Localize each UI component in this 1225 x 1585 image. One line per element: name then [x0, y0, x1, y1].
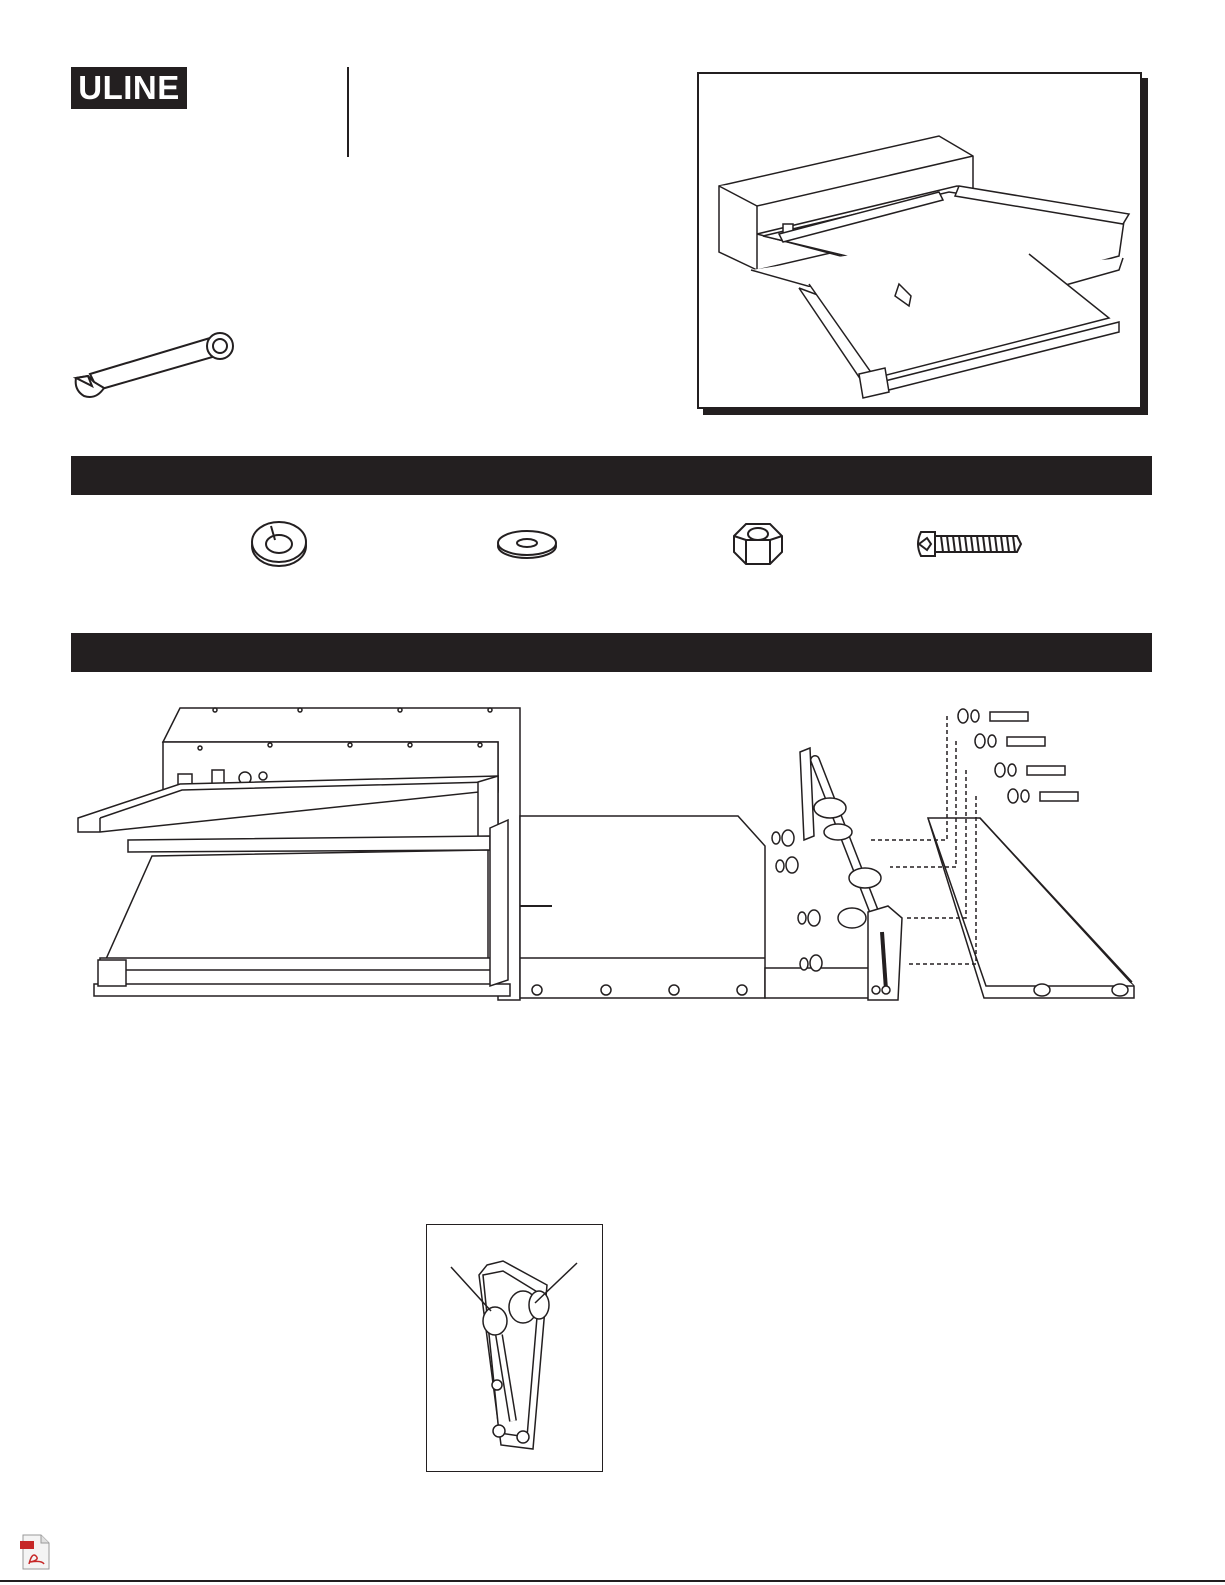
footer-rule: [0, 1580, 1225, 1582]
sealer-illustration: [699, 74, 1140, 407]
screw-icon: [913, 526, 1023, 562]
bracket-detail-illustration: [427, 1225, 602, 1471]
detail-figure: [426, 1224, 603, 1472]
lock-washer-icon: [249, 518, 309, 570]
flat-washer-icon: [495, 527, 559, 561]
uline-logo: ULINE: [71, 67, 187, 109]
pdf-file-icon[interactable]: [20, 1534, 52, 1570]
wrench-icon: [70, 330, 240, 402]
header-divider: [347, 67, 349, 157]
assembly-diagram: [70, 700, 1150, 1020]
hex-nut-icon: [730, 518, 786, 570]
assembly-band: [71, 633, 1152, 672]
product-overview-figure: [697, 72, 1142, 409]
hardware-band: [71, 456, 1152, 495]
